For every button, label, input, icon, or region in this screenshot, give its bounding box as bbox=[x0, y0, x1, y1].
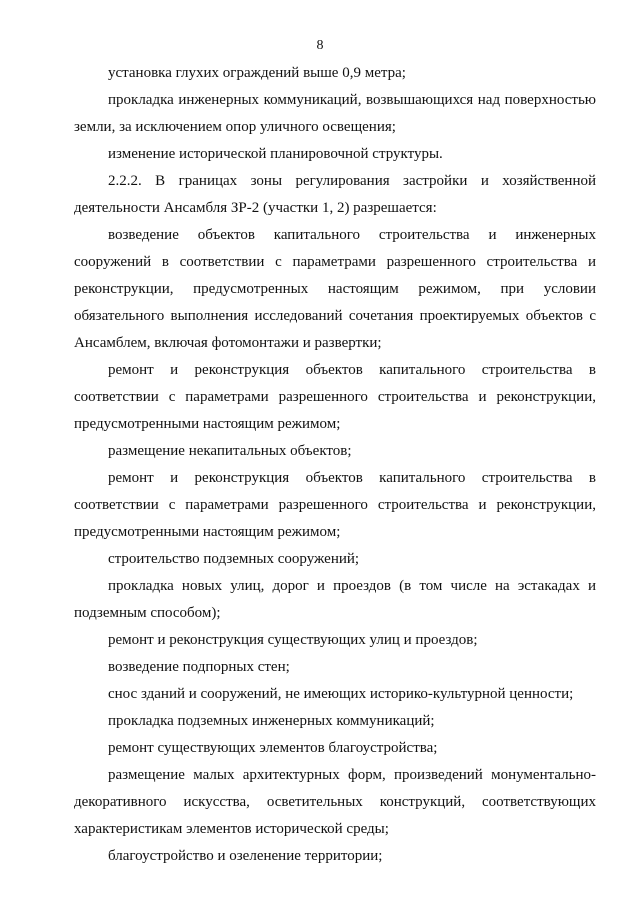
paragraph: снос зданий и сооружений, не имеющих историко-культурной ценности; bbox=[108, 686, 574, 702]
paragraph: ремонт и реконструкция объектов капитального строительства в соответствии с параметрами разрешенного строительства и реконструкции, предусмотренными настоящим режимом; bbox=[74, 362, 596, 432]
paragraph: возведение подпорных стен; bbox=[108, 659, 290, 675]
paragraph: ремонт и реконструкция существующих улиц и проездов; bbox=[108, 632, 478, 648]
paragraph: установка глухих ограждений выше 0,9 метра; bbox=[108, 65, 406, 81]
paragraph: размещение малых архитектурных форм, произведений монументально-декоративного искусства, осветительных конструкций, соответствующих характеристикам элементов исторической среды; bbox=[74, 767, 596, 837]
paragraph: изменение исторической планировочной структуры. bbox=[108, 146, 443, 162]
paragraph: прокладка новых улиц, дорог и проездов (в том числе на эстакадах и подземным способом); bbox=[74, 578, 596, 621]
page-number: 8 bbox=[316, 38, 324, 53]
paragraph: благоустройство и озеленение территории; bbox=[108, 848, 383, 864]
paragraph: ремонт и реконструкция объектов капитального строительства в соответствии с параметрами разрешенного строительства и реконструкции, предусмотренными настоящим режимом; bbox=[74, 470, 596, 540]
paragraph: строительство подземных сооружений; bbox=[108, 551, 360, 567]
paragraph: размещение некапитальных объектов; bbox=[108, 443, 352, 459]
document-body bbox=[74, 60, 596, 870]
paragraph: прокладка инженерных коммуникаций, возвышающихся над поверхностью земли, за исключением опор уличного освещения; bbox=[74, 92, 596, 135]
paragraph: ремонт существующих элементов благоустройства; bbox=[108, 740, 438, 756]
paragraph: прокладка подземных инженерных коммуникаций; bbox=[108, 713, 435, 729]
section-paragraph: 2.2.2. В границах зоны регулирования застройки и хозяйственной деятельности Ансамбля ЗР-2 (участки 1, 2) разрешается: bbox=[74, 173, 596, 216]
paragraph: возведение объектов капитального строительства и инженерных сооружений в соответствии с параметрами разрешенного строительства и реконструкции, предусмотренных настоящим режимом, при условии обязательного выполнения исследований сочетания проектируемых объектов с Ансамблем, включая фотомонтажи и развертки; bbox=[74, 227, 596, 351]
